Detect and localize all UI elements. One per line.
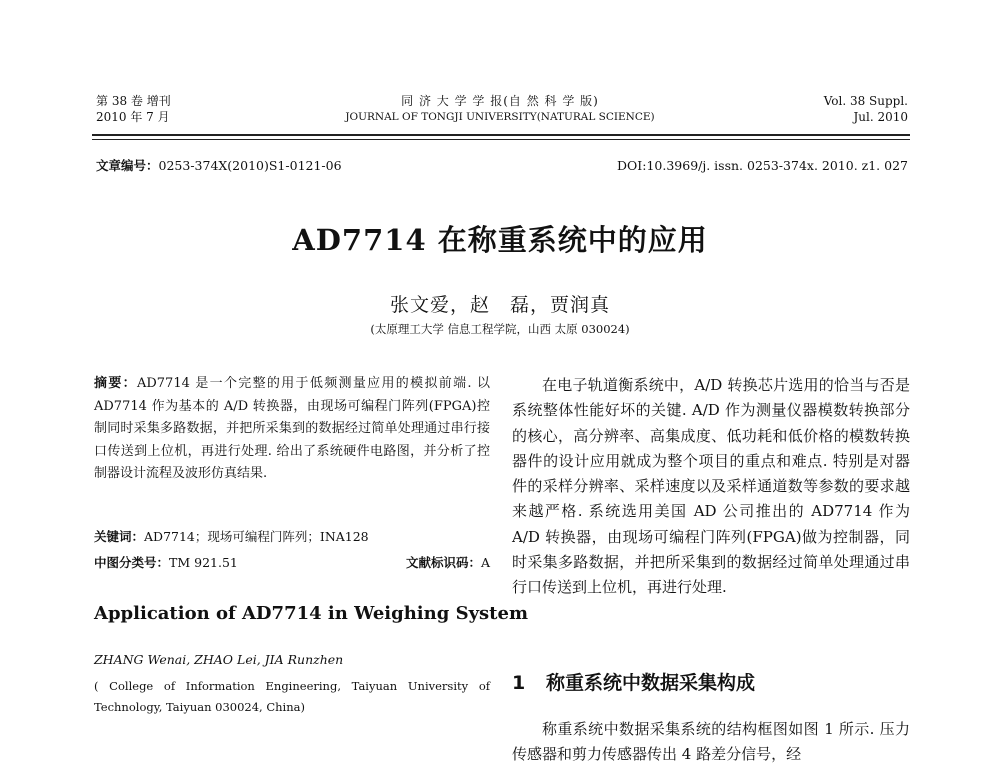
- article-number: [96, 157, 342, 175]
- abstract-label: 摘要：: [94, 376, 137, 391]
- document-code: [406, 554, 490, 572]
- english-title: Application of AD7714 in Weighing System: [94, 603, 528, 624]
- section-number: 1: [512, 672, 526, 694]
- article-number-value: 0253-374X(2010)S1-0121-06: [158, 158, 342, 173]
- journal-name-cn: 同 济 大 学 学 报(自 然 科 学 版): [401, 94, 599, 108]
- section-heading: [512, 668, 755, 695]
- clc-value: TM 921.51: [169, 555, 238, 570]
- volume-en-line: Vol. 38 Suppl.: [823, 94, 908, 108]
- abstract: [94, 373, 490, 486]
- article-number-label: 文章编号：: [96, 158, 159, 173]
- english-affiliation: ( College of Information Engineering, Taiyuan University of Technology, Taiyuan 030024, China): [94, 679, 490, 714]
- paper-affiliation: (太原理工大学 信息工程学院，山西 太原 030024): [370, 322, 630, 336]
- date-en-line: Jul. 2010: [853, 110, 908, 124]
- clc-label: 中图分类号：: [94, 555, 170, 570]
- doc-code-label: 文献标识码：: [405, 555, 481, 570]
- volume-line: 第 38 卷 增刊: [96, 94, 171, 108]
- journal-name-en: JOURNAL OF TONGJI UNIVERSITY(NATURAL SCIENCE): [345, 111, 655, 123]
- doc-code-value: A: [480, 555, 490, 570]
- paper-authors: 张文爱，赵 磊，贾润真: [389, 294, 610, 316]
- journal-name: [300, 93, 700, 125]
- journal-volume-en: [824, 93, 908, 125]
- header-rule-thin: [92, 139, 910, 140]
- body-paragraph-section1: 称重系统中数据采集系统的结构框图如图 1 所示. 压力传感器和剪力传感器传出 4 路差分信号，经: [512, 720, 910, 764]
- paper-title: AD7714 在称重系统中的应用: [292, 223, 708, 257]
- keywords-text: AD7714；现场可编程门阵列；INA128: [144, 529, 369, 544]
- classification: [94, 554, 490, 572]
- english-authors: ZHANG Wenai, ZHAO Lei, JIA Runzhen: [94, 652, 344, 667]
- keywords: [94, 528, 490, 546]
- body-paragraph-intro: 在电子轨道衡系统中，A/D 转换芯片选用的恰当与否是系统整体性能好坏的关键. A/D 作为测量仪器模数转换部分的核心，高分辨率、高集成度、低功耗和低价格的模数转换器件的设计应用就成为整个项目的重点和难点. 特别是对器件的采样分辨率、采样速度以及采样通道数等参数的要求越来越严格. 系统选用美国 AD 公司推出的 AD7714 作为 A/D 转换器，由现场可编程门阵列(FPGA)做为控制器，同时采集多路数据，并把所采集到的数据经过简单处理通过串行口传送到上位机，再进行处理.: [512, 376, 910, 597]
- doi: DOI:10.3969/j. issn. 0253-374x. 2010. z1. 027: [617, 158, 908, 173]
- header-rule-thick: [92, 134, 910, 136]
- section-title: 称重系统中数据采集构成: [546, 672, 756, 694]
- date-line: 2010 年 7 月: [96, 110, 170, 124]
- abstract-text: AD7714 是一个完整的用于低频测量应用的模拟前端. 以 AD7714 作为基本的 A/D 转换器，由现场可编程门阵列(FPGA)控制同时采集多路数据，并把所采集到的数据经过简单处理通过串行接口传送到上位机，再进行处理. 给出了系统硬件电路图，并分析了控制器设计流程及波形仿真结果.: [94, 376, 490, 481]
- journal-volume-info: [96, 93, 171, 125]
- keywords-label: 关键词：: [94, 529, 145, 544]
